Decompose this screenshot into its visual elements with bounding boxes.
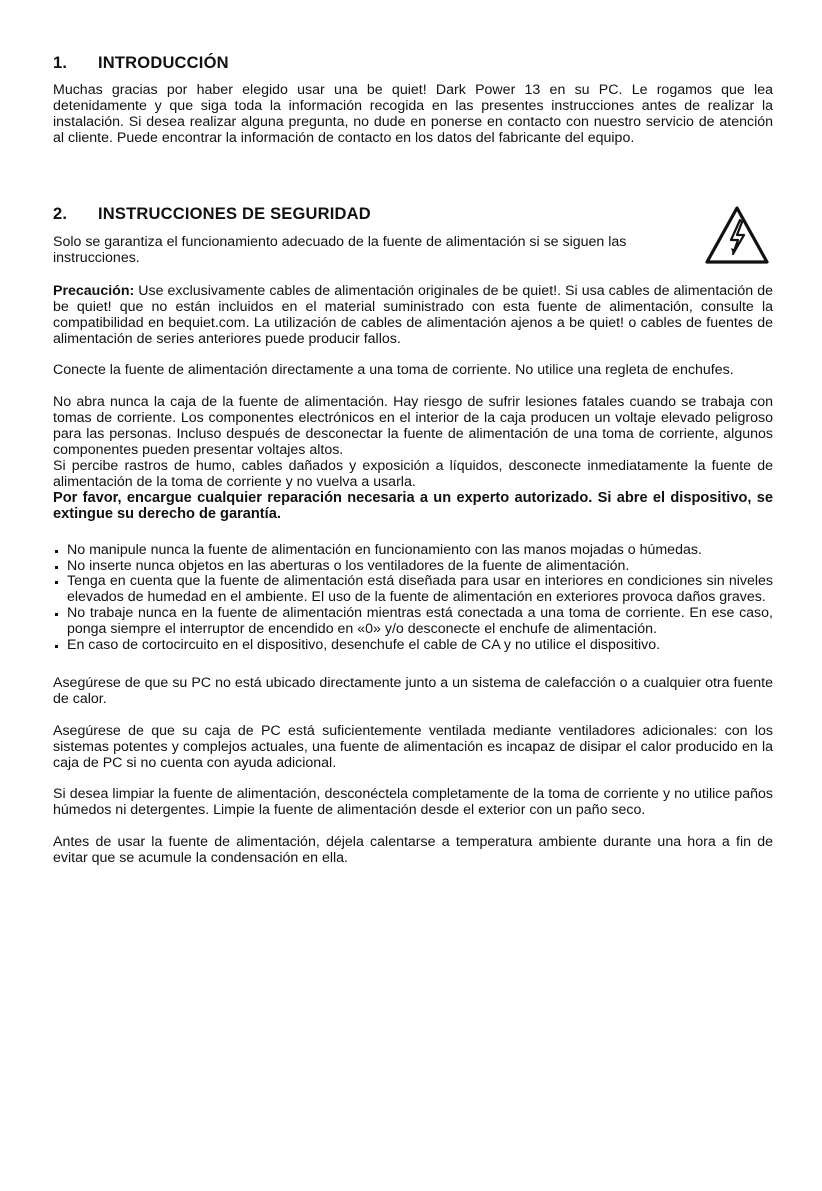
section-heading (53, 204, 773, 224)
condensation-paragraph: Antes de usar la fuente de alimentación, déjela calentarse a temperatura ambiente durante una hora a fin de evitar que se acumule la condensación en ella. (53, 834, 773, 867)
safety-bullet-list (53, 543, 773, 654)
high-voltage-warning-icon (703, 204, 771, 266)
list-item: No trabaje nunca en la fuente de alimentación mientras está conectada a una toma de corriente. En ese caso, ponga siempre el interruptor de encendido en «0» y/o desconecte el enchufe de alimentación. (53, 606, 773, 638)
list-item: Tenga en cuenta que la fuente de alimentación está diseñada para usar en interiores en condiciones sin niveles elevados de humedad en el ambiente. El uso de la fuente de alimentación en exteriores provoca daños graves. (53, 574, 773, 606)
connect-paragraph: Conecte la fuente de alimentación directamente a una toma de corriente. No utilice una regleta de enchufes. (53, 362, 734, 379)
list-item: No inserte nunca objetos en las aberturas o los ventiladores de la fuente de alimentación. (53, 559, 773, 575)
caution-paragraph (53, 284, 773, 348)
ventilation-paragraph: Asegúrese de que su caja de PC está suficientemente ventilada mediante ventiladores adicionales: con los sistemas potentes y complejos actuales, una fuente de alimentación es incapaz de disipar el calor producido en la caja de PC si no cuenta con ayuda adicional. (53, 722, 773, 771)
section-number: 2. (53, 205, 68, 223)
caution-text: Use exclusivamente cables de alimentación originales de be quiet!. Si usa cables de alimentación de be quiet! que no están incluidos en el material suministrado con esta fuente de alimentación, consulte la compatibilidad en bequiet.com. La utilización de cables de alimentación ajenos a be quiet! o cables de fuentes de alimentación de series anteriores puede producir fallos. (53, 282, 773, 347)
section-introduction (53, 53, 773, 147)
safety-intro-text: Solo se garantiza el funcionamiento adecuado de la fuente de alimentación si se siguen las instrucciones. (53, 234, 627, 266)
intro-paragraph: Muchas gracias por haber elegido usar una be quiet! Dark Power 13 en su PC. Le rogamos que lea detenidamente y que siga toda la información recogida en las presentes instrucciones antes de realizar la instalación. Si desea realizar alguna pregunta, no dude en ponerse en contacto con nuestro servicio de atención al cliente. Puede encontrar la información de contacto en los datos del fabricante del equipo. (53, 82, 773, 146)
section-number: 1. (53, 54, 68, 72)
smoke-paragraph: Si percibe rastros de humo, cables dañados y exposición a líquidos, desconecte inmediatamente la fuente de alimentación de la toma de corriente y no vuelva a usarla. (53, 457, 773, 490)
section-title: INSTRUCCIONES DE SEGURIDAD (98, 205, 371, 223)
section-heading (53, 53, 773, 73)
list-item: No manipule nunca la fuente de alimentación en funcionamiento con las manos mojadas o húmedas. (53, 543, 773, 559)
open-paragraph: No abra nunca la caja de la fuente de alimentación. Hay riesgo de sufrir lesiones fatales cuando se trabaja con tomas de corriente. Los componentes electrónicos en el interior de la caja producen un voltaje elevado peligroso para las personas. Incluso después de desconectar la fuente de alimentación de una toma de corriente, algunos componentes pueden presentar voltajes altos. (53, 394, 773, 459)
caution-label: Precaución: (53, 282, 135, 299)
repair-warning: Por favor, encargue cualquier reparación necesaria a un experto autorizado. Si abre el dispositivo, se extingue su derecho de garantía. (53, 489, 773, 522)
section-title: INTRODUCCIÓN (98, 54, 229, 72)
cleaning-paragraph: Si desea limpiar la fuente de alimentación, desconéctela completamente de la toma de corriente y no utilice paños húmedos ni detergentes. Limpie la fuente de alimentación desde el exterior con un paño seco. (53, 786, 773, 819)
heat-paragraph: Asegúrese de que su PC no está ubicado directamente junto a un sistema de calefacción o a cualquier otra fuente de calor. (53, 674, 773, 707)
list-item: En caso de cortocircuito en el dispositivo, desenchufe el cable de CA y no utilice el dispositivo. (53, 638, 773, 654)
section-safety (53, 204, 773, 867)
